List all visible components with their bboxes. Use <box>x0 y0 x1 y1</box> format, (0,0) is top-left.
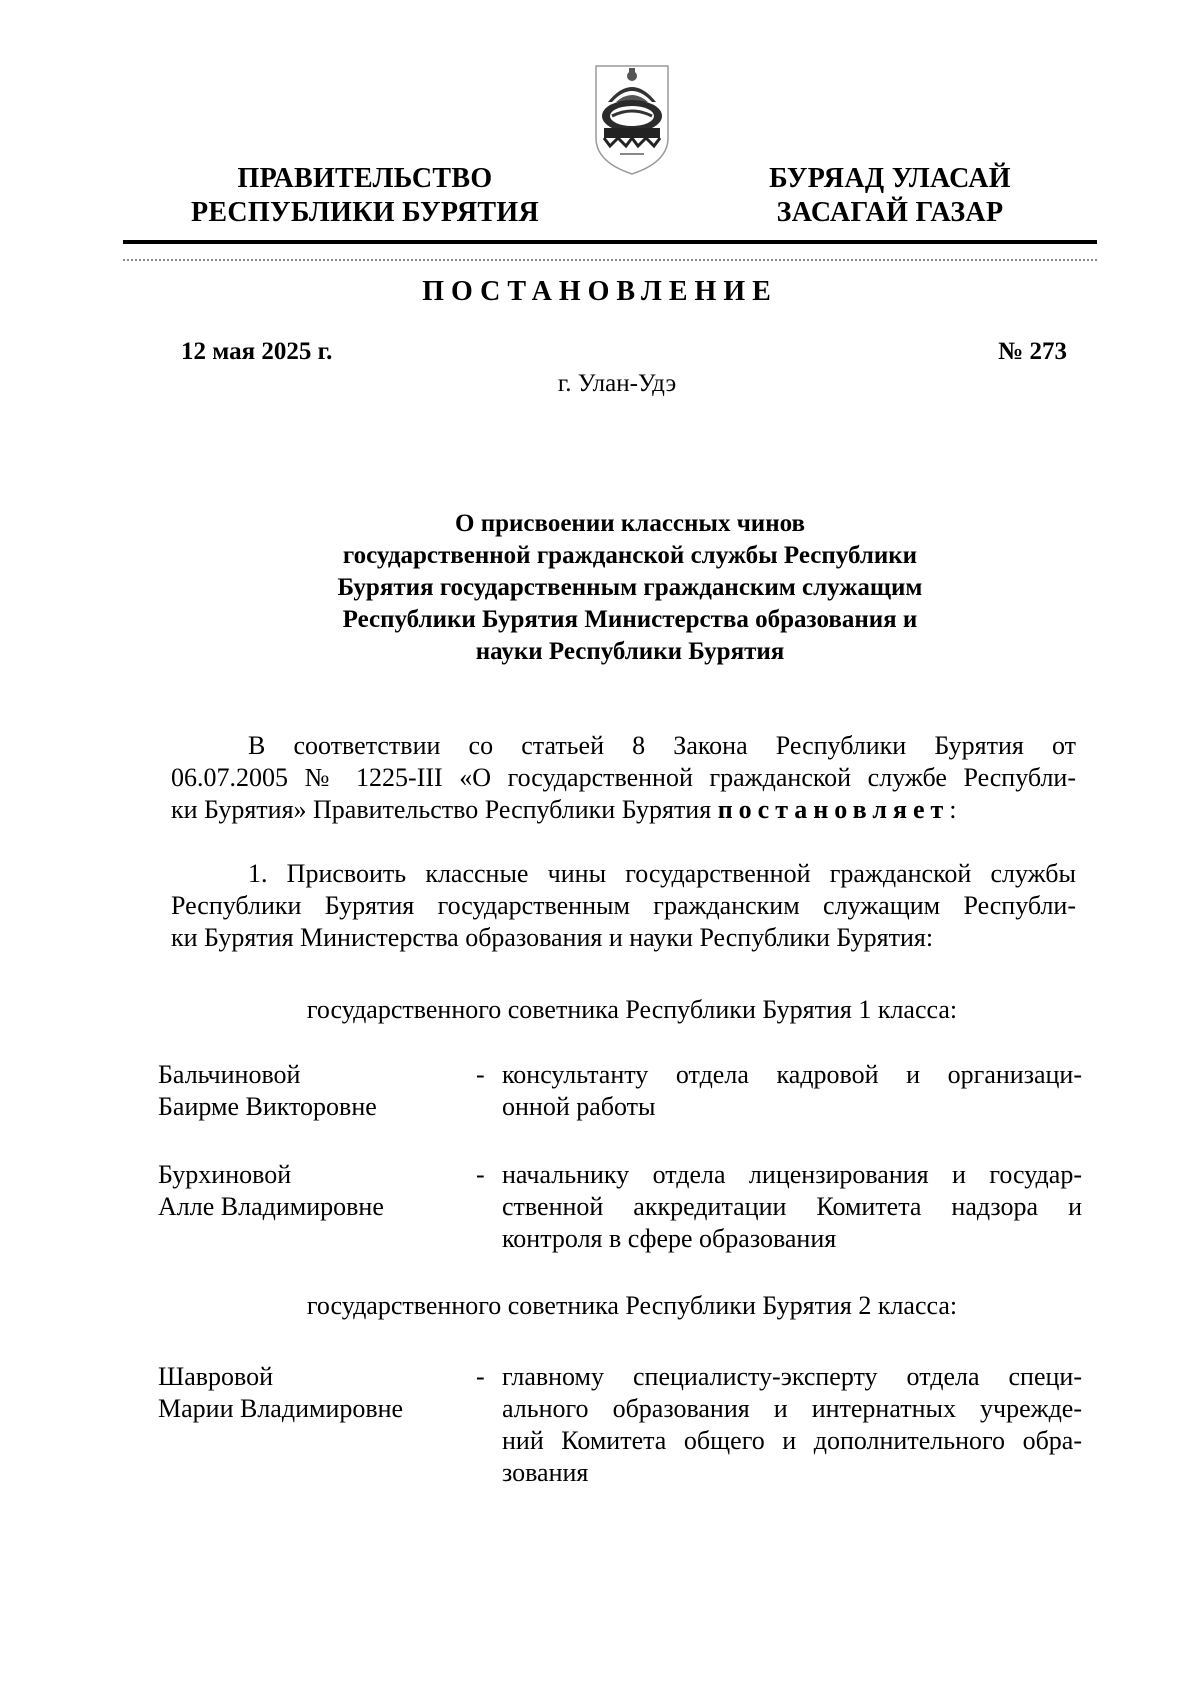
title-line: О присвоении классных чинов <box>455 510 805 537</box>
item-1-line: ки Бурятия Министерства образования и науки Республики Бурятия: <box>171 923 934 952</box>
entry-dash: - <box>476 1060 485 1089</box>
title-line: Республики Бурятия Министерства образования и <box>342 606 918 633</box>
employee-position <box>502 1059 1082 1123</box>
employee-name <box>158 1059 458 1123</box>
rank-heading-class-1: государственного советника Республики Бурятия 1 класса: <box>306 995 958 1024</box>
title-line: науки Республики Бурятия <box>475 638 785 665</box>
preamble-line <box>171 794 1076 826</box>
position-line: ственной аккредитации Комитета надзора и <box>502 1192 1082 1221</box>
item-1-line: 1. Присвоить классные чины государственной гражданской службы <box>248 859 1076 888</box>
document-city: г. Улан-Удэ <box>557 370 677 397</box>
header-left-line1: ПРАВИТЕЛЬСТВО <box>237 163 493 194</box>
document-type: ПОСТАНОВЛЕНИЕ <box>422 276 778 307</box>
employee-surname: Бальчиновой <box>158 1060 301 1089</box>
employee-name <box>158 1361 458 1425</box>
position-line: ального образования и интернатных учрежде- <box>502 1394 1082 1423</box>
header-divider-thin <box>123 259 1097 261</box>
entry-dash: - <box>476 1362 485 1391</box>
title-line: государственной гражданской службы Республики <box>342 542 918 569</box>
position-line: главному специалисту-эксперту отдела специ- <box>502 1362 1082 1391</box>
position-line: контроля в сфере образования <box>502 1224 837 1253</box>
rank-heading-class-2: государственного советника Республики Бурятия 2 класса: <box>306 1291 958 1320</box>
paragraph-preamble <box>171 730 1076 826</box>
document-number: № 273 <box>998 338 1067 365</box>
employee-position <box>502 1361 1082 1489</box>
coat-of-arms-emblem <box>590 58 674 178</box>
resolves-word: постановляет <box>717 795 950 824</box>
item-1-line: Республики Бурятия государственным гражданским служащим Республи- <box>171 891 1076 920</box>
header-right-line2: ЗАСАГАЙ ГАЗАР <box>776 197 1004 228</box>
preamble-line-text: ки Бурятия» Правительство Республики Бурятия <box>171 795 718 824</box>
header-government-name-ru <box>180 162 550 230</box>
employee-surname: Бурхиновой <box>158 1160 292 1189</box>
title-line: Бурятия государственным гражданским служащим <box>337 574 923 601</box>
document-title <box>260 508 1000 668</box>
header-left-line2: РЕСПУБЛИКИ БУРЯТИЯ <box>191 197 539 228</box>
header-government-name-bua <box>725 162 1055 230</box>
preamble-line: В соответствии со статьей 8 Закона Республики Бурятия от <box>248 731 1076 760</box>
position-line: онной работы <box>502 1092 656 1121</box>
document-date: 12 мая 2025 г. <box>181 338 333 365</box>
employee-given-names: Баирме Викторовне <box>158 1092 377 1121</box>
position-line: зования <box>502 1458 589 1487</box>
preamble-line: 06.07.2005 № 1225-III «О государственной гражданской службе Республи- <box>171 763 1076 792</box>
position-line: консультанту отдела кадровой и организаци- <box>502 1060 1082 1089</box>
preamble-colon: : <box>949 795 957 824</box>
employee-given-names: Марии Владимировне <box>158 1394 404 1423</box>
employee-position <box>502 1159 1082 1255</box>
header-divider-thick <box>123 240 1097 244</box>
position-line: ний Комитета общего и дополнительного обра- <box>502 1426 1082 1455</box>
employee-surname: Шавровой <box>158 1362 274 1391</box>
paragraph-item-1 <box>171 858 1076 954</box>
entry-dash: - <box>476 1160 485 1189</box>
header-right-line1: БУРЯАД УЛАСАЙ <box>769 163 1011 194</box>
employee-name <box>158 1159 458 1223</box>
position-line: начальнику отдела лицензирования и государ- <box>502 1160 1082 1189</box>
employee-given-names: Алле Владимировне <box>158 1192 384 1221</box>
